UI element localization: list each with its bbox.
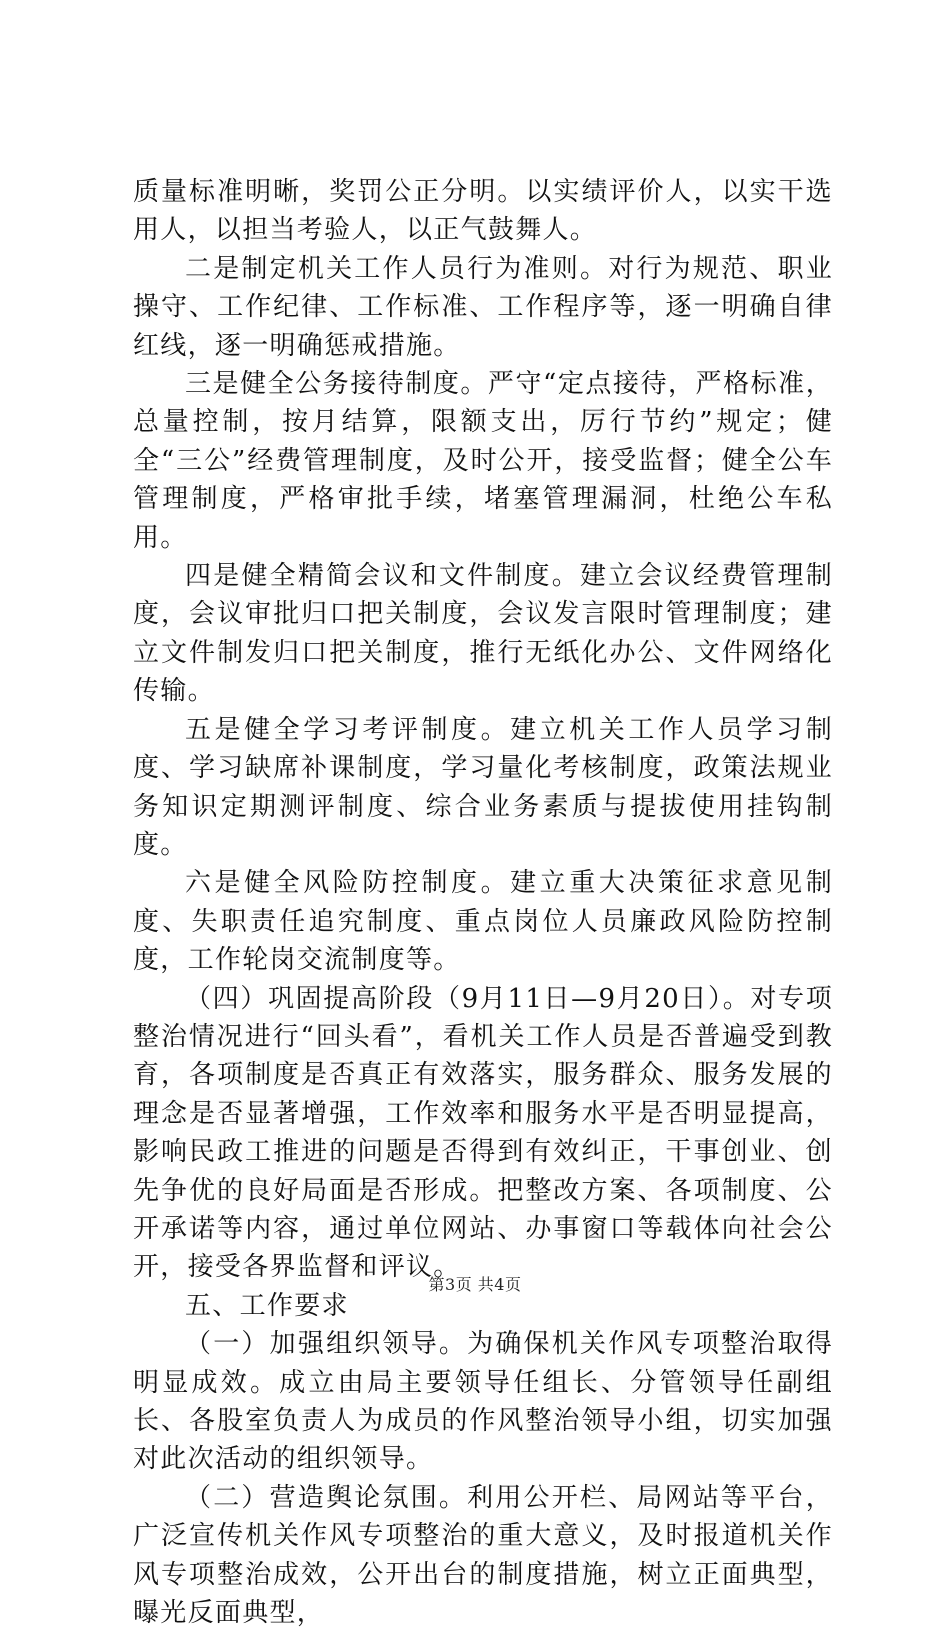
- section-heading-work-requirements: 五、工作要求: [185, 1290, 349, 1321]
- paragraph-code-of-conduct: 二是制定机关工作人员行为准则。对行为规范、职业操守、工作纪律、工作标准、工作程序等，逐一明确自律红线，逐一明确惩戒措施。: [133, 253, 833, 361]
- paragraph-risk-control: 六是健全风险防控制度。建立重大决策征求意见制度、失职责任追究制度、重点岗位人员廉政风险防控制度，工作轮岗交流制度等。: [133, 868, 833, 976]
- paragraph-official-reception: 三是健全公务接待制度。严守“定点接待，严格标准，总量控制，按月结算，限额支出，厉行节约”规定；健全“三公”经费管理制度，及时公开，接受监督；健全公车管理制度，严格审批手续，堵塞管理漏洞，杜绝公车私用。: [133, 369, 833, 553]
- paragraph-study-evaluation: 五是健全学习考评制度。建立机关工作人员学习制度、学习缺席补课制度，学习量化考核制度，政策法规业务知识定期测评制度、综合业务素质与提拔使用挂钩制度。: [133, 714, 833, 860]
- paragraph-public-opinion: （二）营造舆论氛围。利用公开栏、局网站等平台，广泛宣传机关作风专项整治的重大意义，及时报道机关作风专项整治成效，公开出台的制度措施，树立正面典型，曝光反面典型，: [133, 1482, 833, 1629]
- paragraph-continuation: 质量标准明晰，奖罚公正分明。以实绩评价人，以实干选用人，以担当考验人，以正气鼓舞人。: [133, 177, 833, 246]
- paragraph-meetings-documents: 四是健全精简会议和文件制度。建立会议经费管理制度，会议审批归口把关制度，会议发言限时管理制度；建立文件制发归口把关制度，推行无纸化办公、文件网络化传输。: [133, 561, 833, 707]
- page-footer: 第3页 共4页: [428, 1275, 522, 1294]
- paragraph-consolidation-stage: （四）巩固提高阶段（9月11日—9月20日）。对专项整治情况进行“回头看”，看机关工作人员是否普遍受到教育，各项制度是否真正有效落实，服务群众、服务发展的理念是否显著增强，工作效率和服务水平是否明显提高，影响民政工推进的问题是否得到有效纠正，干事创业、创先争优的良好局面是否形成。把整改方案、各项制度、公开承诺等内容，通过单位网站、办事窗口等载体向社会公开，接受各界监督和评议。: [133, 983, 833, 1283]
- paragraph-organization-leadership: （一）加强组织领导。为确保机关作风专项整治取得明显成效。成立由局主要领导任组长、分管领导任副组长、各股室负责人为成员的作风整治领导小组，切实加强对此次活动的组织领导。: [133, 1329, 833, 1475]
- document-body: [133, 173, 833, 1632]
